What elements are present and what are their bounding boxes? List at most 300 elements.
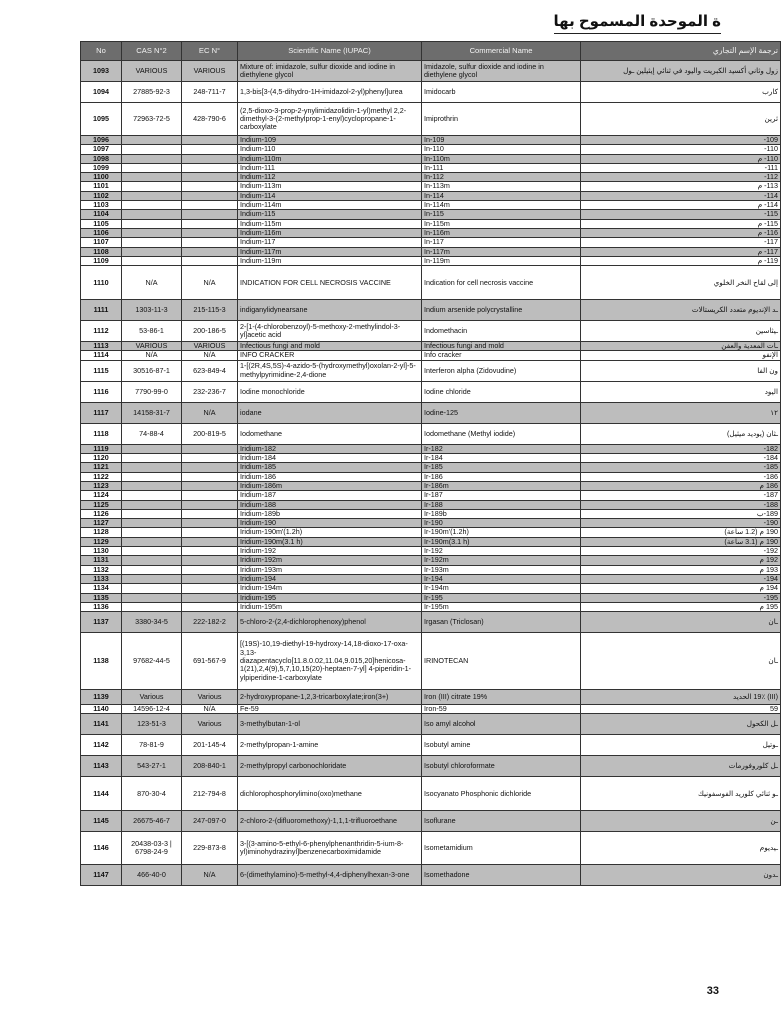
cell-scientific-name: Iridium-192m — [238, 556, 422, 565]
cell-ec — [182, 565, 238, 574]
table-row — [81, 256, 781, 265]
cell-ec — [182, 145, 238, 154]
cell-commercial-name: IRINOTECAN — [422, 633, 581, 690]
cell-commercial-name: In-117m — [422, 247, 581, 256]
cell-cas — [122, 481, 182, 490]
table-row — [81, 423, 781, 444]
cell-commercial-name: Ir-194m — [422, 584, 581, 593]
table-row — [81, 238, 781, 247]
cell-no: 1144 — [81, 777, 122, 811]
cell-no: 1121 — [81, 463, 122, 472]
table-row — [81, 565, 781, 574]
col-header-ec: EC N° — [182, 42, 238, 61]
cell-arabic-name: ـل الكحول — [581, 714, 781, 735]
cell-cas: VARIOUS — [122, 61, 182, 82]
cell-arabic-name: 111- — [581, 163, 781, 172]
cell-scientific-name: Fe-59 — [238, 705, 422, 714]
cell-arabic-name: 109- — [581, 136, 781, 145]
cell-ec — [182, 136, 238, 145]
cell-arabic-name: 182- — [581, 444, 781, 453]
cell-arabic-name: 110- م — [581, 154, 781, 163]
cell-ec — [182, 463, 238, 472]
cell-commercial-name: Iso amyl alcohol — [422, 714, 581, 735]
cell-scientific-name: Mixture of: imidazole, sulfur dioxide and iodine in diethylene glycol — [238, 61, 422, 82]
cell-commercial-name: Ir-187 — [422, 491, 581, 500]
cell-cas: 72963-72-5 — [122, 103, 182, 136]
cell-arabic-name: ـل كلوروفورمات — [581, 756, 781, 777]
cell-ec — [182, 182, 238, 191]
cell-ec: 201-145-4 — [182, 735, 238, 756]
cell-scientific-name: Iridium-190m'(1.2h) — [238, 528, 422, 537]
cell-no: 1102 — [81, 191, 122, 200]
cell-cas: 26675-46-7 — [122, 811, 182, 832]
cell-scientific-name: Indium-111 — [238, 163, 422, 172]
cell-arabic-name: 190 م (1.2 ساعة) — [581, 528, 781, 537]
cell-commercial-name: In-114m — [422, 201, 581, 210]
cell-cas: 53-86-1 — [122, 321, 182, 342]
cell-commercial-name: Ir-182 — [422, 444, 581, 453]
page-number: 33 — [706, 985, 719, 997]
cell-commercial-name: Iodine chloride — [422, 381, 581, 402]
cell-commercial-name: Indomethacin — [422, 321, 581, 342]
cell-scientific-name: Iridium-195m — [238, 602, 422, 611]
cell-ec — [182, 219, 238, 228]
cell-arabic-name: ١٢ — [581, 402, 781, 423]
cell-ec — [182, 191, 238, 200]
cell-commercial-name: Iron-59 — [422, 705, 581, 714]
cell-scientific-name: Indium-117m — [238, 247, 422, 256]
table-row — [81, 528, 781, 537]
cell-arabic-name: ـان — [581, 612, 781, 633]
table-row — [81, 593, 781, 602]
cell-arabic-name: اليود — [581, 381, 781, 402]
table-row — [81, 182, 781, 191]
table-row — [81, 61, 781, 82]
cell-cas: 14158-31-7 — [122, 402, 182, 423]
cell-ec — [182, 154, 238, 163]
cell-arabic-name: 114- — [581, 191, 781, 200]
cell-scientific-name: Iridium-186m — [238, 481, 422, 490]
cell-no: 1129 — [81, 537, 122, 546]
cell-scientific-name: [(19S)-10,19-diethyl-19-hydroxy-14,18-dioxo-17-oxa-3,13-diazapentacyclo[11.8.0.02,11.04,9.015,20]henicosa-1(21),2,4(9),5,7,10,15(20)-heptaen-7-yl] 4-piperidin-1-ylpiperidine-1-carboxylate — [238, 633, 422, 690]
cell-commercial-name: Isoflurane — [422, 811, 581, 832]
cell-ec: 208-840-1 — [182, 756, 238, 777]
cell-scientific-name: Indium-116m — [238, 228, 422, 237]
cell-no: 1135 — [81, 593, 122, 602]
cell-scientific-name: Indium-112 — [238, 173, 422, 182]
cell-ec: 222-182-2 — [182, 612, 238, 633]
table-row — [81, 266, 781, 300]
cell-scientific-name: Indium-114 — [238, 191, 422, 200]
cell-commercial-name: Imidocarb — [422, 82, 581, 103]
cell-no: 1122 — [81, 472, 122, 481]
table-row — [81, 777, 781, 811]
cell-arabic-name: 195- — [581, 593, 781, 602]
cell-commercial-name: Ir-186m — [422, 481, 581, 490]
cell-ec — [182, 173, 238, 182]
cell-scientific-name: Indium-109 — [238, 136, 422, 145]
cell-arabic-name: 190 م (3.1 ساعة) — [581, 537, 781, 546]
cell-no: 1096 — [81, 136, 122, 145]
cell-cas: 3380-34-5 — [122, 612, 182, 633]
cell-ec: N/A — [182, 351, 238, 360]
table-row — [81, 832, 781, 865]
cell-cas — [122, 201, 182, 210]
cell-scientific-name: Indium-110 — [238, 145, 422, 154]
cell-ec — [182, 238, 238, 247]
cell-commercial-name: Indium arsenide polycrystalline — [422, 300, 581, 321]
cell-arabic-name: 114- م — [581, 201, 781, 210]
cell-no: 1140 — [81, 705, 122, 714]
cell-cas — [122, 163, 182, 172]
cell-no: 1126 — [81, 509, 122, 518]
cell-ec: 428-790-6 — [182, 103, 238, 136]
table-row — [81, 381, 781, 402]
cell-arabic-name: ثرين — [581, 103, 781, 136]
cell-commercial-name: Iron (III) citrate 19% — [422, 690, 581, 705]
cell-no: 1101 — [81, 182, 122, 191]
cell-cas: 14596-12-4 — [122, 705, 182, 714]
cell-commercial-name: Ir-193m — [422, 565, 581, 574]
cell-commercial-name: Isometamidium — [422, 832, 581, 865]
cell-scientific-name: 2-methylpropan-1-amine — [238, 735, 422, 756]
cell-commercial-name: In-111 — [422, 163, 581, 172]
cell-cas — [122, 528, 182, 537]
cell-no: 1119 — [81, 444, 122, 453]
col-header-arabic-name: ترجمة الإسم التجاري — [581, 42, 781, 61]
table-row — [81, 633, 781, 690]
cell-ec — [182, 247, 238, 256]
cell-no: 1120 — [81, 454, 122, 463]
cell-arabic-name: (III) 19٪ الحديد — [581, 690, 781, 705]
cell-no: 1108 — [81, 247, 122, 256]
cell-cas: 466-40-0 — [122, 865, 182, 886]
cell-arabic-name: كارب — [581, 82, 781, 103]
cell-cas — [122, 182, 182, 191]
cell-ec — [182, 602, 238, 611]
cell-commercial-name: In-116m — [422, 228, 581, 237]
cell-arabic-name: الإنفو — [581, 351, 781, 360]
cell-no: 1125 — [81, 500, 122, 509]
table-row — [81, 735, 781, 756]
page-title: ة الموحدة المسموح بها — [554, 12, 721, 34]
table-row — [81, 360, 781, 381]
cell-no: 1113 — [81, 342, 122, 351]
cell-scientific-name: Iridium-185 — [238, 463, 422, 472]
cell-ec: VARIOUS — [182, 61, 238, 82]
substances-table — [80, 41, 781, 886]
cell-commercial-name: Imidazole, sulfur dioxide and iodine in diethylene glycol — [422, 61, 581, 82]
cell-no: 1137 — [81, 612, 122, 633]
cell-no: 1134 — [81, 584, 122, 593]
cell-commercial-name: In-115m — [422, 219, 581, 228]
table-row — [81, 402, 781, 423]
cell-scientific-name: Indium-110m — [238, 154, 422, 163]
cell-commercial-name: In-115 — [422, 210, 581, 219]
cell-ec — [182, 537, 238, 546]
table-header-row — [81, 42, 781, 61]
cell-commercial-name: Imiprothrin — [422, 103, 581, 136]
cell-scientific-name: 1,3-bis[3-(4,5-dihydro-1H-imidazol-2-yl)phenyl]urea — [238, 82, 422, 103]
cell-cas — [122, 228, 182, 237]
cell-commercial-name: Isomethadone — [422, 865, 581, 886]
cell-commercial-name: Ir-192 — [422, 547, 581, 556]
cell-ec — [182, 547, 238, 556]
table-row — [81, 690, 781, 705]
cell-ec — [182, 444, 238, 453]
cell-arabic-name: ـيديوم — [581, 832, 781, 865]
cell-no: 1141 — [81, 714, 122, 735]
cell-scientific-name: Iridium-182 — [238, 444, 422, 453]
cell-scientific-name: Iridium-186 — [238, 472, 422, 481]
cell-no: 1111 — [81, 300, 122, 321]
table-row — [81, 756, 781, 777]
page-header — [0, 12, 719, 38]
cell-scientific-name: Iridium-189b — [238, 509, 422, 518]
cell-commercial-name: In-109 — [422, 136, 581, 145]
table-row — [81, 714, 781, 735]
cell-cas: 78-81-9 — [122, 735, 182, 756]
cell-cas: 30516-87-1 — [122, 360, 182, 381]
cell-ec: 248-711-7 — [182, 82, 238, 103]
table-row — [81, 321, 781, 342]
table-row — [81, 351, 781, 360]
cell-scientific-name: iodane — [238, 402, 422, 423]
cell-commercial-name: Isobutyl chloroformate — [422, 756, 581, 777]
cell-commercial-name: In-112 — [422, 173, 581, 182]
cell-arabic-name: زول وثاني أكسيد الكبريت واليود في ثنائي إيثيلين ـول — [581, 61, 781, 82]
cell-ec: 229-873-8 — [182, 832, 238, 865]
cell-ec: 200-819-5 — [182, 423, 238, 444]
cell-ec — [182, 491, 238, 500]
cell-arabic-name: 185- — [581, 463, 781, 472]
cell-arabic-name: ـثان (يوديد ميثيل) — [581, 423, 781, 444]
cell-commercial-name: Irgasan (Triclosan) — [422, 612, 581, 633]
cell-cas: 870-30-4 — [122, 777, 182, 811]
cell-cas — [122, 500, 182, 509]
cell-commercial-name: In-117 — [422, 238, 581, 247]
cell-no: 1145 — [81, 811, 122, 832]
cell-no: 1112 — [81, 321, 122, 342]
cell-cas — [122, 584, 182, 593]
cell-arabic-name: 115- — [581, 210, 781, 219]
cell-no: 1106 — [81, 228, 122, 237]
cell-scientific-name: indiganylidynearsane — [238, 300, 422, 321]
cell-arabic-name: 189-ب — [581, 509, 781, 518]
table-row — [81, 491, 781, 500]
cell-ec — [182, 256, 238, 265]
cell-ec: N/A — [182, 266, 238, 300]
cell-commercial-name: Indication for cell necrosis vaccine — [422, 266, 581, 300]
cell-arabic-name: 192 م — [581, 556, 781, 565]
cell-scientific-name: INDICATION FOR CELL NECROSIS VACCINE — [238, 266, 422, 300]
cell-arabic-name: 192- — [581, 547, 781, 556]
cell-arabic-name: 115- م — [581, 219, 781, 228]
cell-cas: 1303-11-3 — [122, 300, 182, 321]
cell-no: 1117 — [81, 402, 122, 423]
cell-arabic-name: ـوتيل — [581, 735, 781, 756]
cell-scientific-name: Iridium-195 — [238, 593, 422, 602]
cell-scientific-name: Iodomethane — [238, 423, 422, 444]
cell-cas — [122, 519, 182, 528]
cell-scientific-name: 2-hydroxypropane-1,2,3-tricarboxylate;iron(3+) — [238, 690, 422, 705]
cell-ec — [182, 593, 238, 602]
cell-ec — [182, 519, 238, 528]
cell-cas — [122, 191, 182, 200]
cell-arabic-name: إلى لقاح النخر الخلوي — [581, 266, 781, 300]
cell-scientific-name: 1-[(2R,4S,5S)-4-azido-5-(hydroxymethyl)oxolan-2-yl]-5-methylpyrimidine-2,4-dione — [238, 360, 422, 381]
cell-arabic-name: 194 م — [581, 584, 781, 593]
cell-arabic-name: ـات المعدية والعفن — [581, 342, 781, 351]
cell-ec — [182, 228, 238, 237]
cell-cas — [122, 256, 182, 265]
cell-cas: 97682-44-5 — [122, 633, 182, 690]
cell-cas — [122, 247, 182, 256]
cell-no: 1131 — [81, 556, 122, 565]
cell-ec: 200-186-5 — [182, 321, 238, 342]
cell-no: 1146 — [81, 832, 122, 865]
cell-cas — [122, 593, 182, 602]
cell-scientific-name: 3-methylbutan-1-ol — [238, 714, 422, 735]
cell-scientific-name: Iridium-188 — [238, 500, 422, 509]
cell-arabic-name: ـد الإنديوم متعدد الكريستالات — [581, 300, 781, 321]
cell-arabic-name: 188- — [581, 500, 781, 509]
cell-scientific-name: Iodine monochloride — [238, 381, 422, 402]
cell-commercial-name: Ir-194 — [422, 574, 581, 583]
cell-cas — [122, 154, 182, 163]
cell-ec — [182, 454, 238, 463]
cell-cas — [122, 136, 182, 145]
cell-commercial-name: Interferon alpha (Zidovudine) — [422, 360, 581, 381]
cell-cas — [122, 219, 182, 228]
cell-scientific-name: Iridium-192 — [238, 547, 422, 556]
cell-arabic-name: 59 — [581, 705, 781, 714]
table-row — [81, 247, 781, 256]
cell-scientific-name: 6-(dimethylamino)-5-methyl-4,4-diphenylhexan-3-one — [238, 865, 422, 886]
cell-scientific-name: 2-[1-(4-chlorobenzoyl)-5-methoxy-2-methylindol-3-yl]acetic acid — [238, 321, 422, 342]
cell-cas: N/A — [122, 351, 182, 360]
table-row — [81, 556, 781, 565]
cell-commercial-name: In-110 — [422, 145, 581, 154]
cell-arabic-name: ـدون — [581, 865, 781, 886]
cell-scientific-name: Iridium-193m — [238, 565, 422, 574]
cell-no: 1116 — [81, 381, 122, 402]
cell-commercial-name: Ir-188 — [422, 500, 581, 509]
table-row — [81, 463, 781, 472]
cell-arabic-name: 184- — [581, 454, 781, 463]
cell-no: 1132 — [81, 565, 122, 574]
cell-commercial-name: In-110m — [422, 154, 581, 163]
cell-commercial-name: Ir-190m'(1.2h) — [422, 528, 581, 537]
table-row — [81, 811, 781, 832]
cell-ec: N/A — [182, 402, 238, 423]
cell-cas — [122, 491, 182, 500]
table-row — [81, 82, 781, 103]
cell-ec — [182, 584, 238, 593]
cell-commercial-name: Ir-195 — [422, 593, 581, 602]
cell-no: 1147 — [81, 865, 122, 886]
cell-ec — [182, 472, 238, 481]
cell-scientific-name: dichlorophosphorylimino(oxo)methane — [238, 777, 422, 811]
cell-no: 1133 — [81, 574, 122, 583]
cell-no: 1105 — [81, 219, 122, 228]
cell-no: 1093 — [81, 61, 122, 82]
cell-ec: 232-236-7 — [182, 381, 238, 402]
col-header-scientific-name: Scientific Name (IUPAC) — [238, 42, 422, 61]
cell-ec: VARIOUS — [182, 342, 238, 351]
cell-scientific-name: Iridium-184 — [238, 454, 422, 463]
cell-cas — [122, 547, 182, 556]
cell-arabic-name: 110- — [581, 145, 781, 154]
cell-scientific-name: 2-methylpropyl carbonochloridate — [238, 756, 422, 777]
cell-no: 1115 — [81, 360, 122, 381]
cell-ec — [182, 500, 238, 509]
cell-cas — [122, 565, 182, 574]
cell-scientific-name: 3-[(3-amino-5-ethyl-6-phenylphenanthridin-5-ium-8-yl)iminohydrazinyl]benzenecarboximidamide — [238, 832, 422, 865]
cell-scientific-name: Iridium-194m — [238, 584, 422, 593]
cell-arabic-name: 119- م — [581, 256, 781, 265]
cell-commercial-name: Ir-189b — [422, 509, 581, 518]
cell-ec: 247-097-0 — [182, 811, 238, 832]
cell-ec: Various — [182, 714, 238, 735]
table-row — [81, 602, 781, 611]
table-body — [81, 61, 781, 886]
cell-cas — [122, 238, 182, 247]
cell-cas — [122, 210, 182, 219]
cell-arabic-name: 195 م — [581, 602, 781, 611]
cell-cas: 123-51-3 — [122, 714, 182, 735]
cell-no: 1118 — [81, 423, 122, 444]
cell-ec: 691-567-9 — [182, 633, 238, 690]
table-row — [81, 103, 781, 136]
cell-no: 1142 — [81, 735, 122, 756]
cell-ec: 215-115-3 — [182, 300, 238, 321]
cell-scientific-name: INFO CRACKER — [238, 351, 422, 360]
cell-commercial-name: Info cracker — [422, 351, 581, 360]
col-header-commercial-name: Commercial Name — [422, 42, 581, 61]
cell-arabic-name: 186 م — [581, 481, 781, 490]
cell-commercial-name: Isocyanato Phosphonic dichloride — [422, 777, 581, 811]
cell-commercial-name: In-114 — [422, 191, 581, 200]
table-row — [81, 612, 781, 633]
cell-arabic-name: ـيثاسين — [581, 321, 781, 342]
cell-cas: 543-27-1 — [122, 756, 182, 777]
cell-commercial-name: Iodine-125 — [422, 402, 581, 423]
cell-no: 1136 — [81, 602, 122, 611]
cell-commercial-name: Ir-190m(3.1 h) — [422, 537, 581, 546]
cell-ec — [182, 528, 238, 537]
cell-scientific-name: Iridium-190 — [238, 519, 422, 528]
cell-arabic-name: 186- — [581, 472, 781, 481]
col-header-no: No — [81, 42, 122, 61]
cell-cas: 27885-92-3 — [122, 82, 182, 103]
cell-no: 1128 — [81, 528, 122, 537]
table-row — [81, 705, 781, 714]
cell-commercial-name: Isobutyl amine — [422, 735, 581, 756]
cell-scientific-name: Indium-115m — [238, 219, 422, 228]
table-row — [81, 865, 781, 886]
cell-cas: VARIOUS — [122, 342, 182, 351]
cell-cas — [122, 472, 182, 481]
cell-ec: N/A — [182, 865, 238, 886]
cell-cas: 20438-03-3 | 6798-24-9 — [122, 832, 182, 865]
cell-cas — [122, 173, 182, 182]
cell-no: 1099 — [81, 163, 122, 172]
cell-no: 1130 — [81, 547, 122, 556]
cell-no: 1139 — [81, 690, 122, 705]
cell-cas: 74-88-4 — [122, 423, 182, 444]
cell-commercial-name: In-119m — [422, 256, 581, 265]
